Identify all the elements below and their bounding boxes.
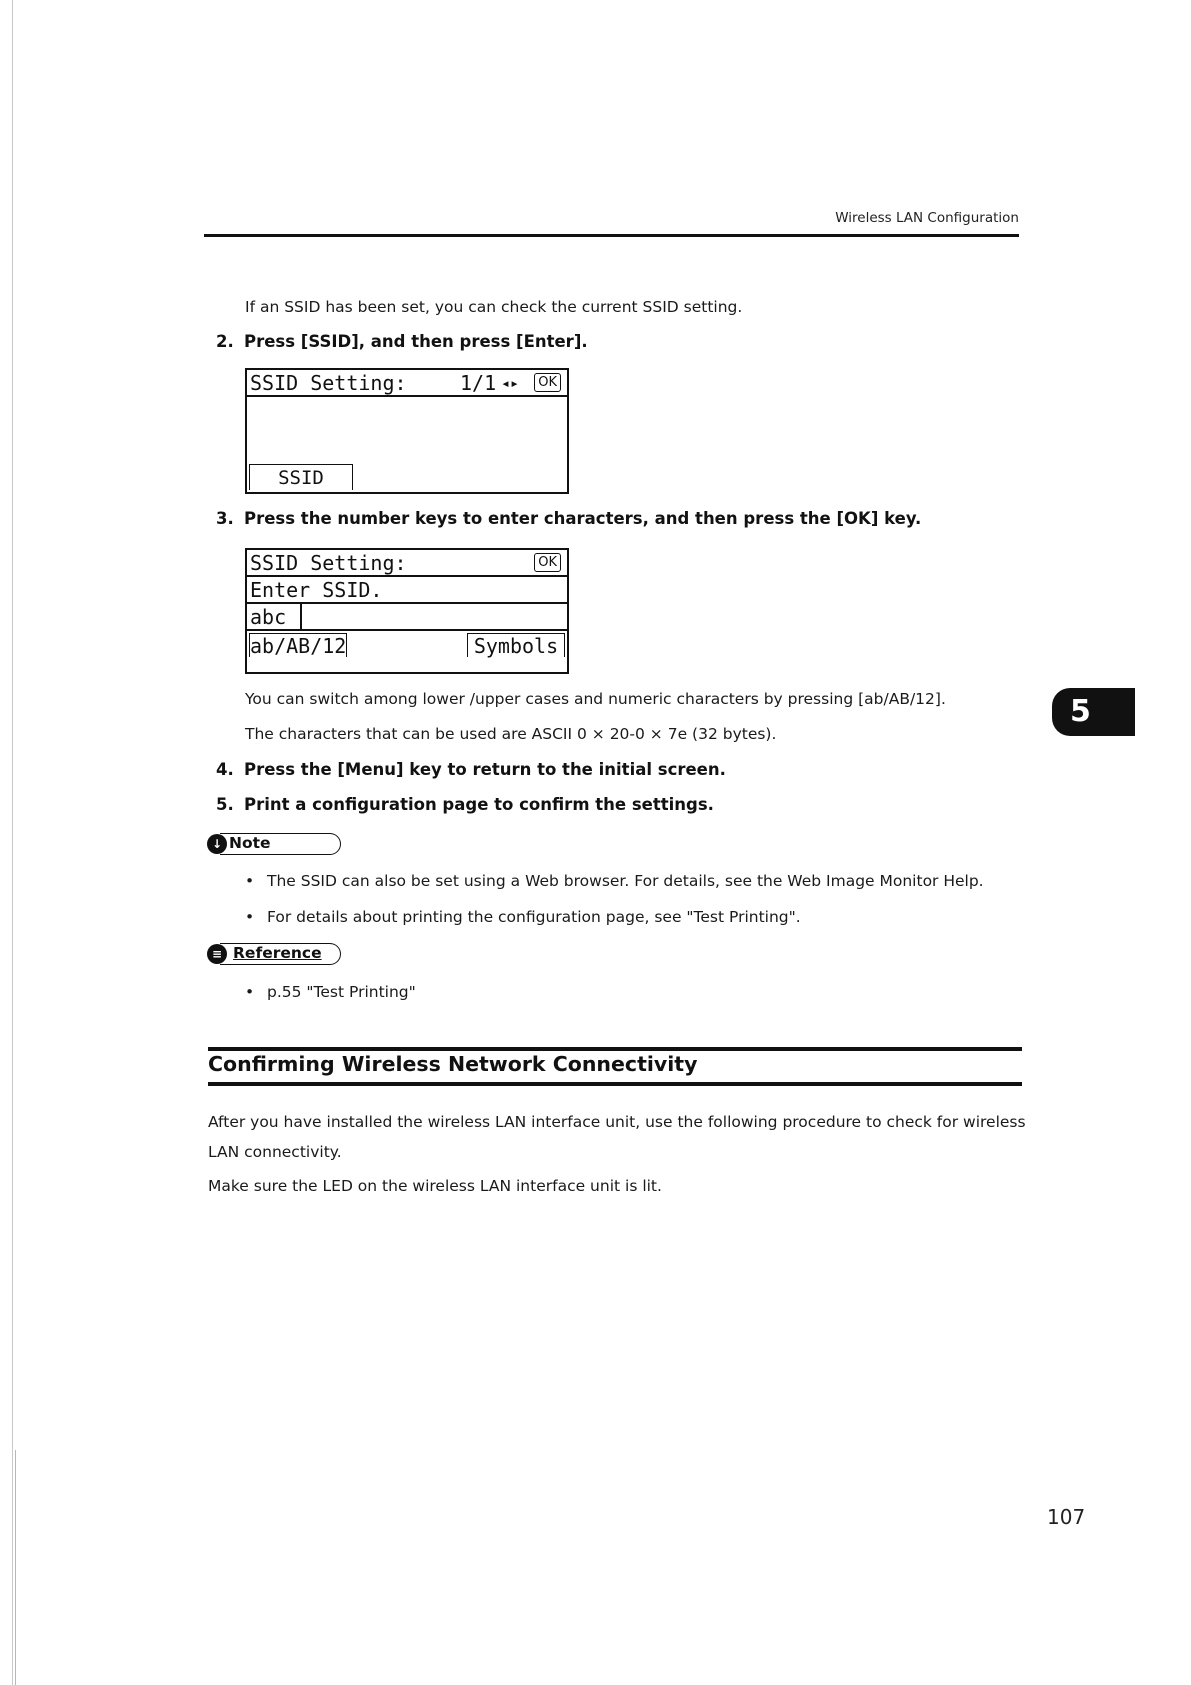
step-3 xyxy=(216,509,921,528)
section-title: Confirming Wireless Network Connectivity xyxy=(208,1052,698,1076)
header-rule xyxy=(204,234,1019,237)
step-4 xyxy=(216,760,726,779)
lcd-ok-key[interactable]: OK xyxy=(534,553,561,572)
page-number: 107 xyxy=(1047,1505,1086,1529)
reference-item xyxy=(245,983,416,1001)
step-number: 5. xyxy=(216,795,234,814)
step-2 xyxy=(216,332,588,351)
step-text: Press the [Menu] key to return to the initial screen. xyxy=(244,760,726,779)
step-number: 2. xyxy=(216,332,234,351)
lcd-input-row xyxy=(247,604,567,631)
step-number: 3. xyxy=(216,509,234,528)
step-5 xyxy=(216,795,714,814)
section-rule-top xyxy=(208,1047,1022,1051)
ascii-range-text: The characters that can be used are ASCII 0 × 20-0 × 7e (32 bytes). xyxy=(245,725,777,743)
lcd-screen-enter-ssid xyxy=(245,548,569,674)
step-number: 4. xyxy=(216,760,234,779)
lcd-soft-key-case[interactable]: ab/AB/12 xyxy=(250,634,347,658)
note-item-text: The SSID can also be set using a Web browser. For details, see the Web Image Monitor Help. xyxy=(267,872,984,890)
lcd-prompt-row xyxy=(247,577,567,604)
chapter-tab: 5 xyxy=(1052,688,1135,736)
lcd-title: SSID Setting: xyxy=(250,551,407,575)
scan-edge-line xyxy=(15,1450,16,1685)
lcd-title: SSID Setting: xyxy=(250,371,407,395)
section-paragraph-2: Make sure the LED on the wireless LAN interface unit is lit. xyxy=(208,1177,662,1195)
step-text: Print a configuration page to confirm the settings. xyxy=(244,795,714,814)
note-item-text: For details about printing the configuration page, see "Test Printing". xyxy=(267,908,801,926)
step-text: Press [SSID], and then press [Enter]. xyxy=(244,332,588,351)
lcd-soft-key-symbols[interactable]: Symbols xyxy=(467,633,565,657)
reference-icon: ≡ xyxy=(207,944,227,964)
lcd-screen-ssid-setting xyxy=(245,368,569,494)
reference-label-text: Reference xyxy=(233,944,322,962)
case-switch-text: You can switch among lower /upper cases and numeric characters by pressing [ab/AB/12]. xyxy=(245,690,946,708)
lcd-title-row xyxy=(247,370,567,397)
bullet-icon: • xyxy=(245,908,255,926)
note-item xyxy=(245,872,984,890)
reference-link[interactable]: p.55 "Test Printing" xyxy=(267,983,416,1001)
bullet-icon: • xyxy=(245,983,255,1001)
note-icon: ↓ xyxy=(207,834,227,854)
note-label-text: Note xyxy=(229,834,271,852)
section-paragraph-line2: LAN connectivity. xyxy=(208,1143,342,1161)
intro-paragraph: If an SSID has been set, you can check the current SSID setting. xyxy=(245,298,743,316)
note-item xyxy=(245,908,801,926)
bullet-icon: • xyxy=(245,872,255,890)
lcd-title-row xyxy=(247,550,567,577)
lcd-prompt: Enter SSID. xyxy=(250,578,383,602)
running-header: Wireless LAN Configuration xyxy=(835,210,1019,226)
lcd-ok-key[interactable]: OK xyxy=(534,373,561,392)
lcd-soft-key-ssid[interactable]: SSID xyxy=(249,464,353,490)
scan-edge-line xyxy=(12,0,13,1685)
section-paragraph-line1: After you have installed the wireless LAN interface unit, use the following procedure to check for wireless xyxy=(208,1113,1026,1131)
lcd-softkey-row xyxy=(247,631,567,658)
step-text: Press the number keys to enter characters, and then press the [OK] key. xyxy=(244,509,922,528)
section-rule-bottom xyxy=(208,1082,1022,1086)
lcd-input-field[interactable]: abc xyxy=(250,604,302,631)
lcd-scroll-arrows-icon: ◂▸ xyxy=(501,374,520,392)
lcd-page-indicator: 1/1 xyxy=(460,371,497,395)
